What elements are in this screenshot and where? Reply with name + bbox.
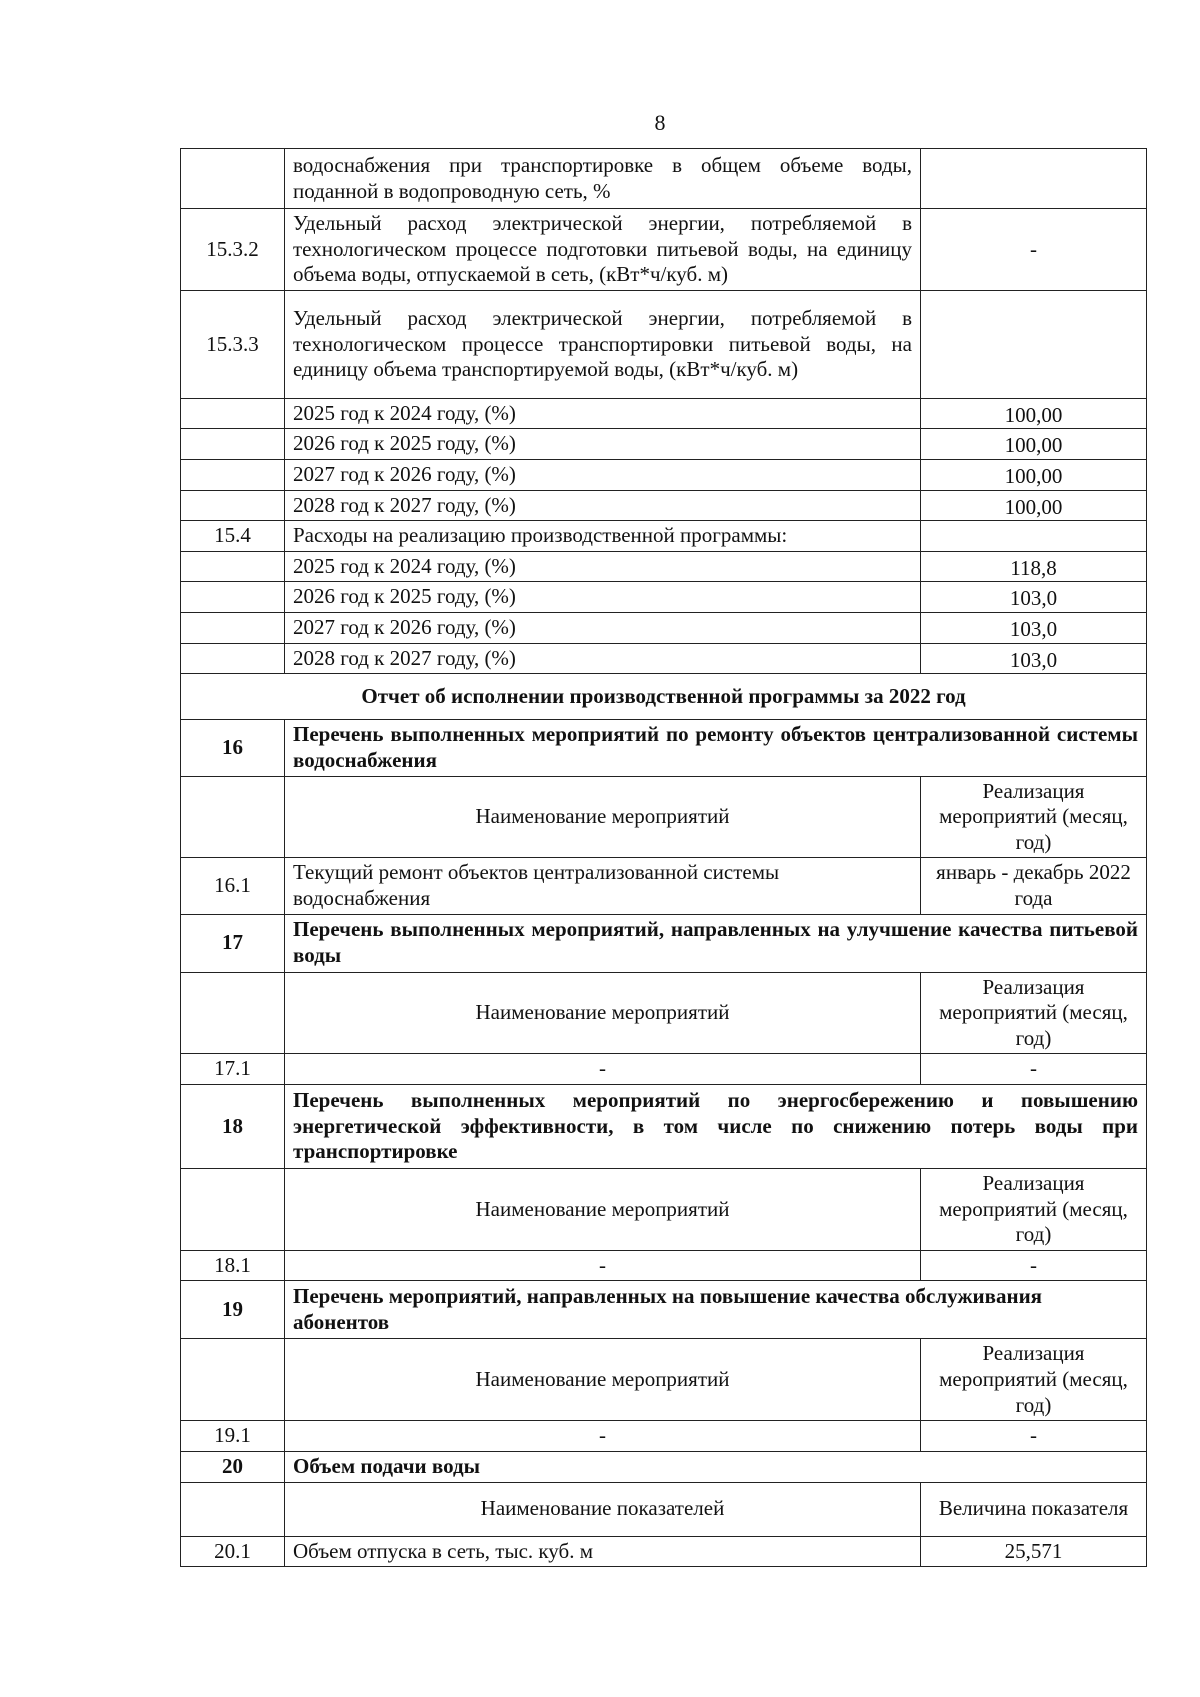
section-number: 16	[181, 720, 285, 776]
column-header-name: Наименование мероприятий	[285, 972, 921, 1054]
row-value: январь - декабрь 2022 года	[921, 858, 1147, 914]
row-number	[181, 149, 285, 209]
table-row	[181, 460, 1147, 491]
table-row	[181, 429, 1147, 460]
table-row	[181, 551, 1147, 582]
table-row	[181, 1536, 1147, 1567]
page-number: 8	[654, 110, 666, 135]
column-header-value: Реализация мероприятий (месяц, год)	[921, 776, 1147, 858]
section-title: Перечень мероприятий, направленных на повышение качества обслуживания абонентов	[285, 1281, 1147, 1339]
section-title: Перечень выполненных мероприятий по ремонту объектов централизованной системы водоснабжения	[285, 720, 1147, 776]
column-header-value: Величина показателя	[921, 1482, 1147, 1536]
column-header-value: Реализация мероприятий (месяц, год)	[921, 1169, 1147, 1251]
empty-cell	[181, 1169, 285, 1251]
table-row	[181, 582, 1147, 613]
table-row	[181, 1421, 1147, 1452]
table-row	[181, 858, 1147, 914]
table-row	[181, 209, 1147, 291]
row-text: Расходы на реализацию производственной программы:	[285, 521, 921, 552]
table-row	[181, 149, 1147, 209]
row-number: 17.1	[181, 1054, 285, 1085]
section-16-header	[181, 720, 1147, 776]
row-text: 2026 год к 2025 году, (%)	[285, 429, 921, 460]
report-title: Отчет об исполнении производственной программы за 2022 год	[181, 674, 1147, 720]
section-19-header	[181, 1281, 1147, 1339]
section-20-columns	[181, 1482, 1147, 1536]
row-number	[181, 490, 285, 521]
empty-cell	[181, 776, 285, 858]
row-value: -	[921, 1250, 1147, 1281]
row-number	[181, 398, 285, 429]
row-number	[181, 429, 285, 460]
row-number	[181, 613, 285, 644]
row-value: 100,00	[921, 490, 1147, 521]
program-table	[180, 148, 1147, 1567]
column-header-value: Реализация мероприятий (месяц, год)	[921, 972, 1147, 1054]
row-text: 2026 год к 2025 году, (%)	[285, 582, 921, 613]
row-text: 2028 год к 2027 году, (%)	[285, 490, 921, 521]
row-value	[921, 290, 1147, 398]
row-value: 118,8	[921, 551, 1147, 582]
row-value: 100,00	[921, 429, 1147, 460]
row-number	[181, 460, 285, 491]
row-value: 103,0	[921, 643, 1147, 674]
section-16-columns	[181, 776, 1147, 858]
table-row	[181, 643, 1147, 674]
row-text: -	[285, 1250, 921, 1281]
column-header-name: Наименование мероприятий	[285, 1169, 921, 1251]
row-value: 103,0	[921, 613, 1147, 644]
section-17-header	[181, 914, 1147, 972]
row-value: 100,00	[921, 460, 1147, 491]
table-row	[181, 490, 1147, 521]
row-number	[181, 551, 285, 582]
section-number: 19	[181, 1281, 285, 1339]
section-title: Перечень выполненных мероприятий по энергосбережению и повышению энергетической эффективности, в том числе по снижению потерь воды при транспортировке	[285, 1085, 1147, 1169]
row-value: 100,00	[921, 398, 1147, 429]
empty-cell	[181, 972, 285, 1054]
row-value	[921, 521, 1147, 552]
table-row	[181, 613, 1147, 644]
row-text: 2025 год к 2024 году, (%)	[285, 398, 921, 429]
row-value: -	[921, 209, 1147, 291]
row-text: 2028 год к 2027 году, (%)	[285, 643, 921, 674]
section-18-header	[181, 1085, 1147, 1169]
row-value	[921, 149, 1147, 209]
table-row	[181, 1250, 1147, 1281]
section-number: 20	[181, 1451, 285, 1482]
section-17-columns	[181, 972, 1147, 1054]
row-number: 19.1	[181, 1421, 285, 1452]
row-value: -	[921, 1421, 1147, 1452]
section-title: Перечень выполненных мероприятий, направленных на улучшение качества питьевой воды	[285, 914, 1147, 972]
column-header-name: Наименование мероприятий	[285, 1339, 921, 1421]
row-number: 18.1	[181, 1250, 285, 1281]
row-text: Текущий ремонт объектов централизованной системы водоснабжения	[285, 858, 921, 914]
table-row	[181, 1054, 1147, 1085]
column-header-name: Наименование показателей	[285, 1482, 921, 1536]
row-text: Объем отпуска в сеть, тыс. куб. м	[285, 1536, 921, 1567]
section-18-columns	[181, 1169, 1147, 1251]
section-19-columns	[181, 1339, 1147, 1421]
row-text: Удельный расход электрической энергии, потребляемой в технологическом процессе транспортировки питьевой воды, на единицу объема транспортируемой воды, (кВт*ч/куб. м)	[285, 290, 921, 398]
row-text: 2027 год к 2026 году, (%)	[285, 460, 921, 491]
table-row	[181, 398, 1147, 429]
table-row	[181, 290, 1147, 398]
row-value: -	[921, 1054, 1147, 1085]
row-text: -	[285, 1054, 921, 1085]
row-number	[181, 643, 285, 674]
section-20-header	[181, 1451, 1147, 1482]
row-text: Удельный расход электрической энергии, потребляемой в технологическом процессе подготовки питьевой воды, на единицу объема воды, отпускаемой в сеть, (кВт*ч/куб. м)	[285, 209, 921, 291]
empty-cell	[181, 1482, 285, 1536]
section-number: 18	[181, 1085, 285, 1169]
row-number: 20.1	[181, 1536, 285, 1567]
table-row	[181, 521, 1147, 552]
row-number: 15.3.3	[181, 290, 285, 398]
row-value: 25,571	[921, 1536, 1147, 1567]
row-text: 2027 год к 2026 году, (%)	[285, 613, 921, 644]
row-number: 16.1	[181, 858, 285, 914]
section-title: Объем подачи воды	[285, 1451, 1147, 1482]
empty-cell	[181, 1339, 285, 1421]
row-text: -	[285, 1421, 921, 1452]
row-text: 2025 год к 2024 году, (%)	[285, 551, 921, 582]
row-value: 103,0	[921, 582, 1147, 613]
column-header-value: Реализация мероприятий (месяц, год)	[921, 1339, 1147, 1421]
row-number: 15.3.2	[181, 209, 285, 291]
report-heading-row	[181, 674, 1147, 720]
row-number	[181, 582, 285, 613]
row-number: 15.4	[181, 521, 285, 552]
section-number: 17	[181, 914, 285, 972]
row-text: водоснабжения при транспортировке в общем объеме воды, поданной в водопроводную сеть, %	[285, 149, 921, 209]
column-header-name: Наименование мероприятий	[285, 776, 921, 858]
